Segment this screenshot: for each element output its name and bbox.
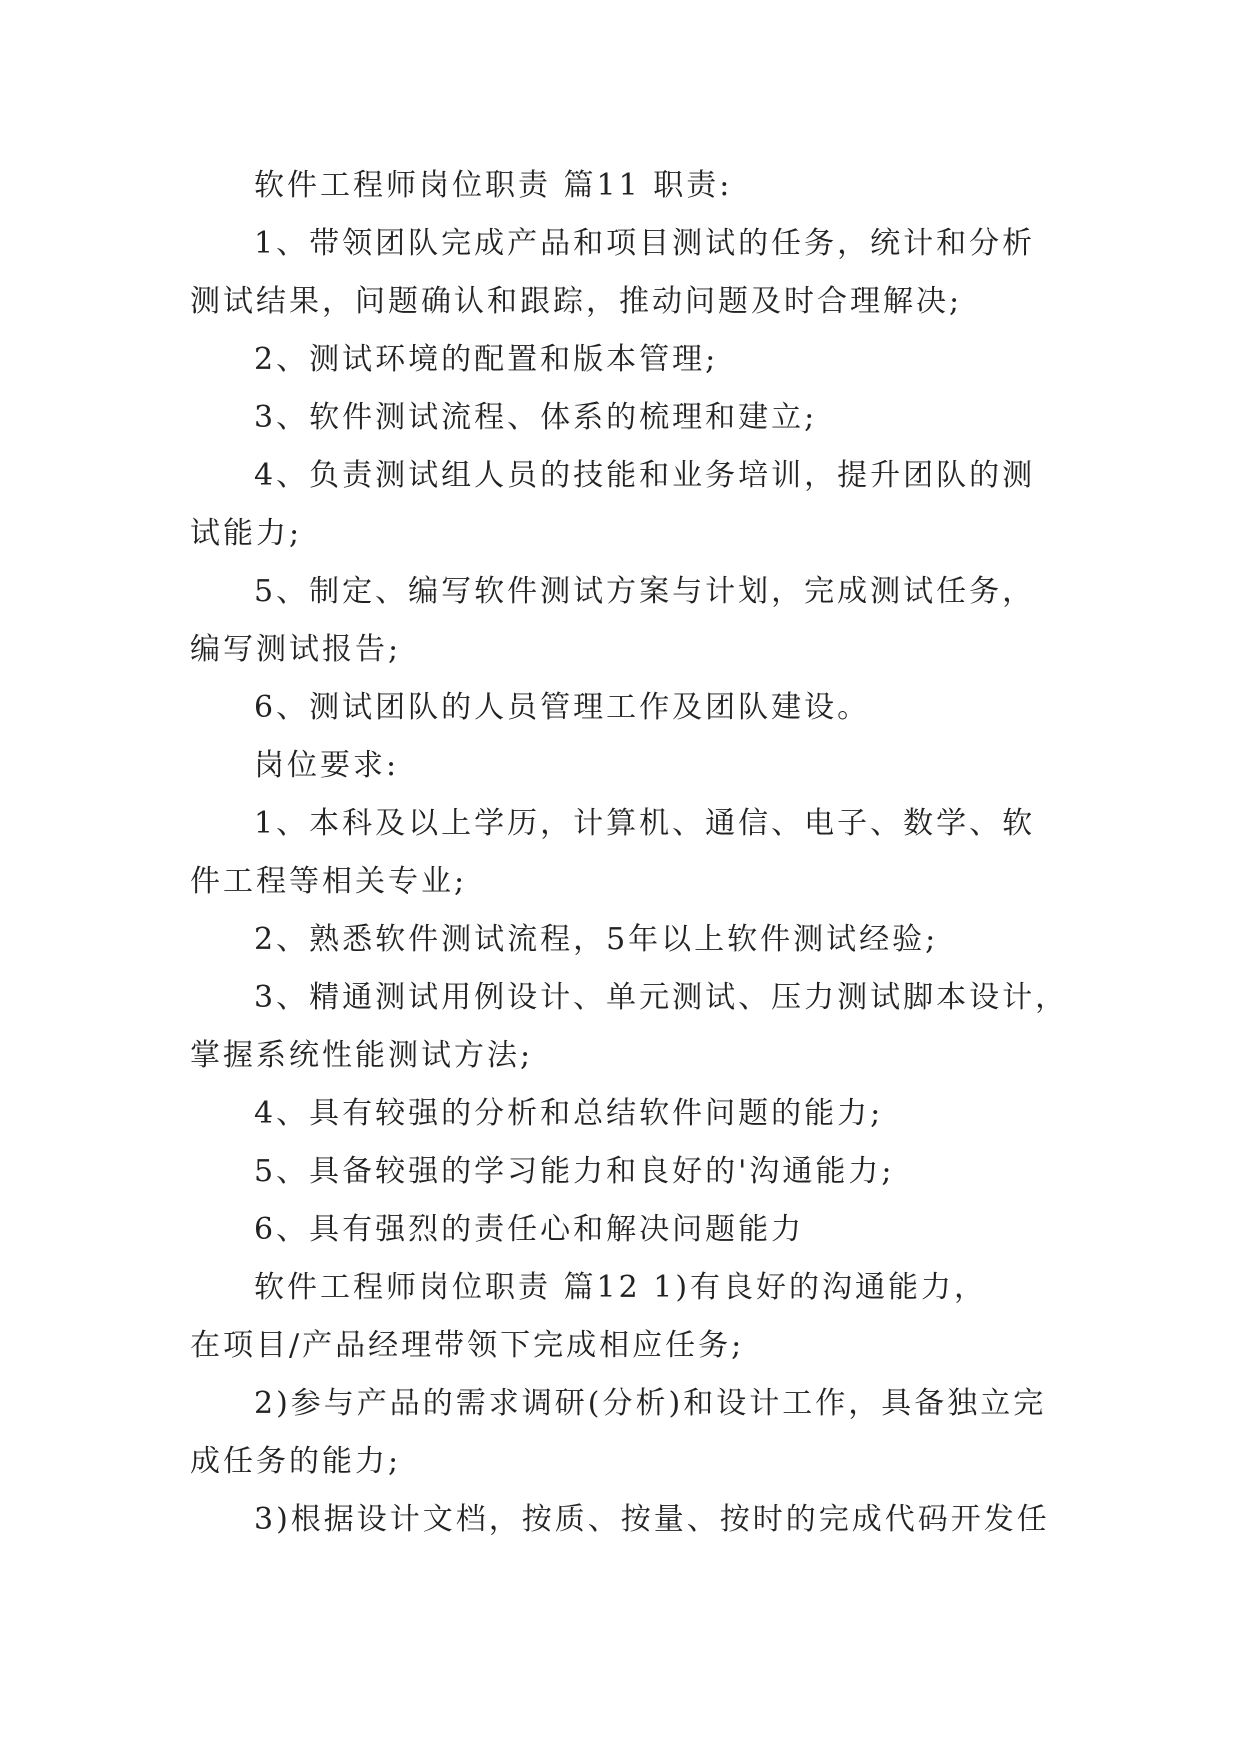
text-line: 6、测试团队的人员管理工作及团队建设。 [254, 690, 871, 725]
text-line: 2、测试环境的配置和版本管理; [254, 342, 719, 377]
text-line: 1、本科及以上学历，计算机、通信、电子、数学、软 [254, 806, 1036, 841]
text-line: 5、具备较强的学习能力和良好的'沟通能力; [254, 1154, 895, 1189]
text-line: 掌握系统性能测试方法; [190, 1038, 534, 1073]
text-line: 软件工程师岗位职责 篇12 1)有良好的沟通能力， [254, 1270, 988, 1305]
text-line: 在项目/产品经理带领下完成相应任务; [190, 1328, 745, 1363]
text-line: 件工程等相关专业; [190, 864, 468, 899]
text-line: 2)参与产品的需求调研(分析)和设计工作，具备独立完 [254, 1386, 1047, 1421]
text-line: 3、精通测试用例设计、单元测试、压力测试脚本设计， [254, 980, 1069, 1015]
text-line: 6、具有强烈的责任心和解决问题能力 [254, 1212, 805, 1247]
text-line: 岗位要求: [254, 748, 400, 783]
text-line: 试能力; [190, 516, 303, 551]
text-line: 成任务的能力; [190, 1444, 402, 1479]
text-line: 4、具有较强的分析和总结软件问题的能力; [254, 1096, 884, 1131]
text-line: 2、熟悉软件测试流程，5年以上软件测试经验; [254, 922, 939, 957]
document-body [190, 157, 1069, 1549]
text-line: 4、负责测试组人员的技能和业务培训，提升团队的测 [254, 458, 1036, 493]
text-line: 软件工程师岗位职责 篇11 职责: [254, 168, 733, 203]
text-line: 3)根据设计文档，按质、按量、按时的完成代码开发任 [254, 1502, 1050, 1537]
text-line: 3、软件测试流程、体系的梳理和建立; [254, 400, 818, 435]
text-line: 编写测试报告; [190, 632, 402, 667]
text-line: 1、带领团队完成产品和项目测试的任务，统计和分析 [254, 226, 1036, 261]
text-line: 5、制定、编写软件测试方案与计划，完成测试任务， [254, 574, 1036, 609]
text-line: 测试结果，问题确认和跟踪，推动问题及时合理解决; [190, 284, 963, 319]
